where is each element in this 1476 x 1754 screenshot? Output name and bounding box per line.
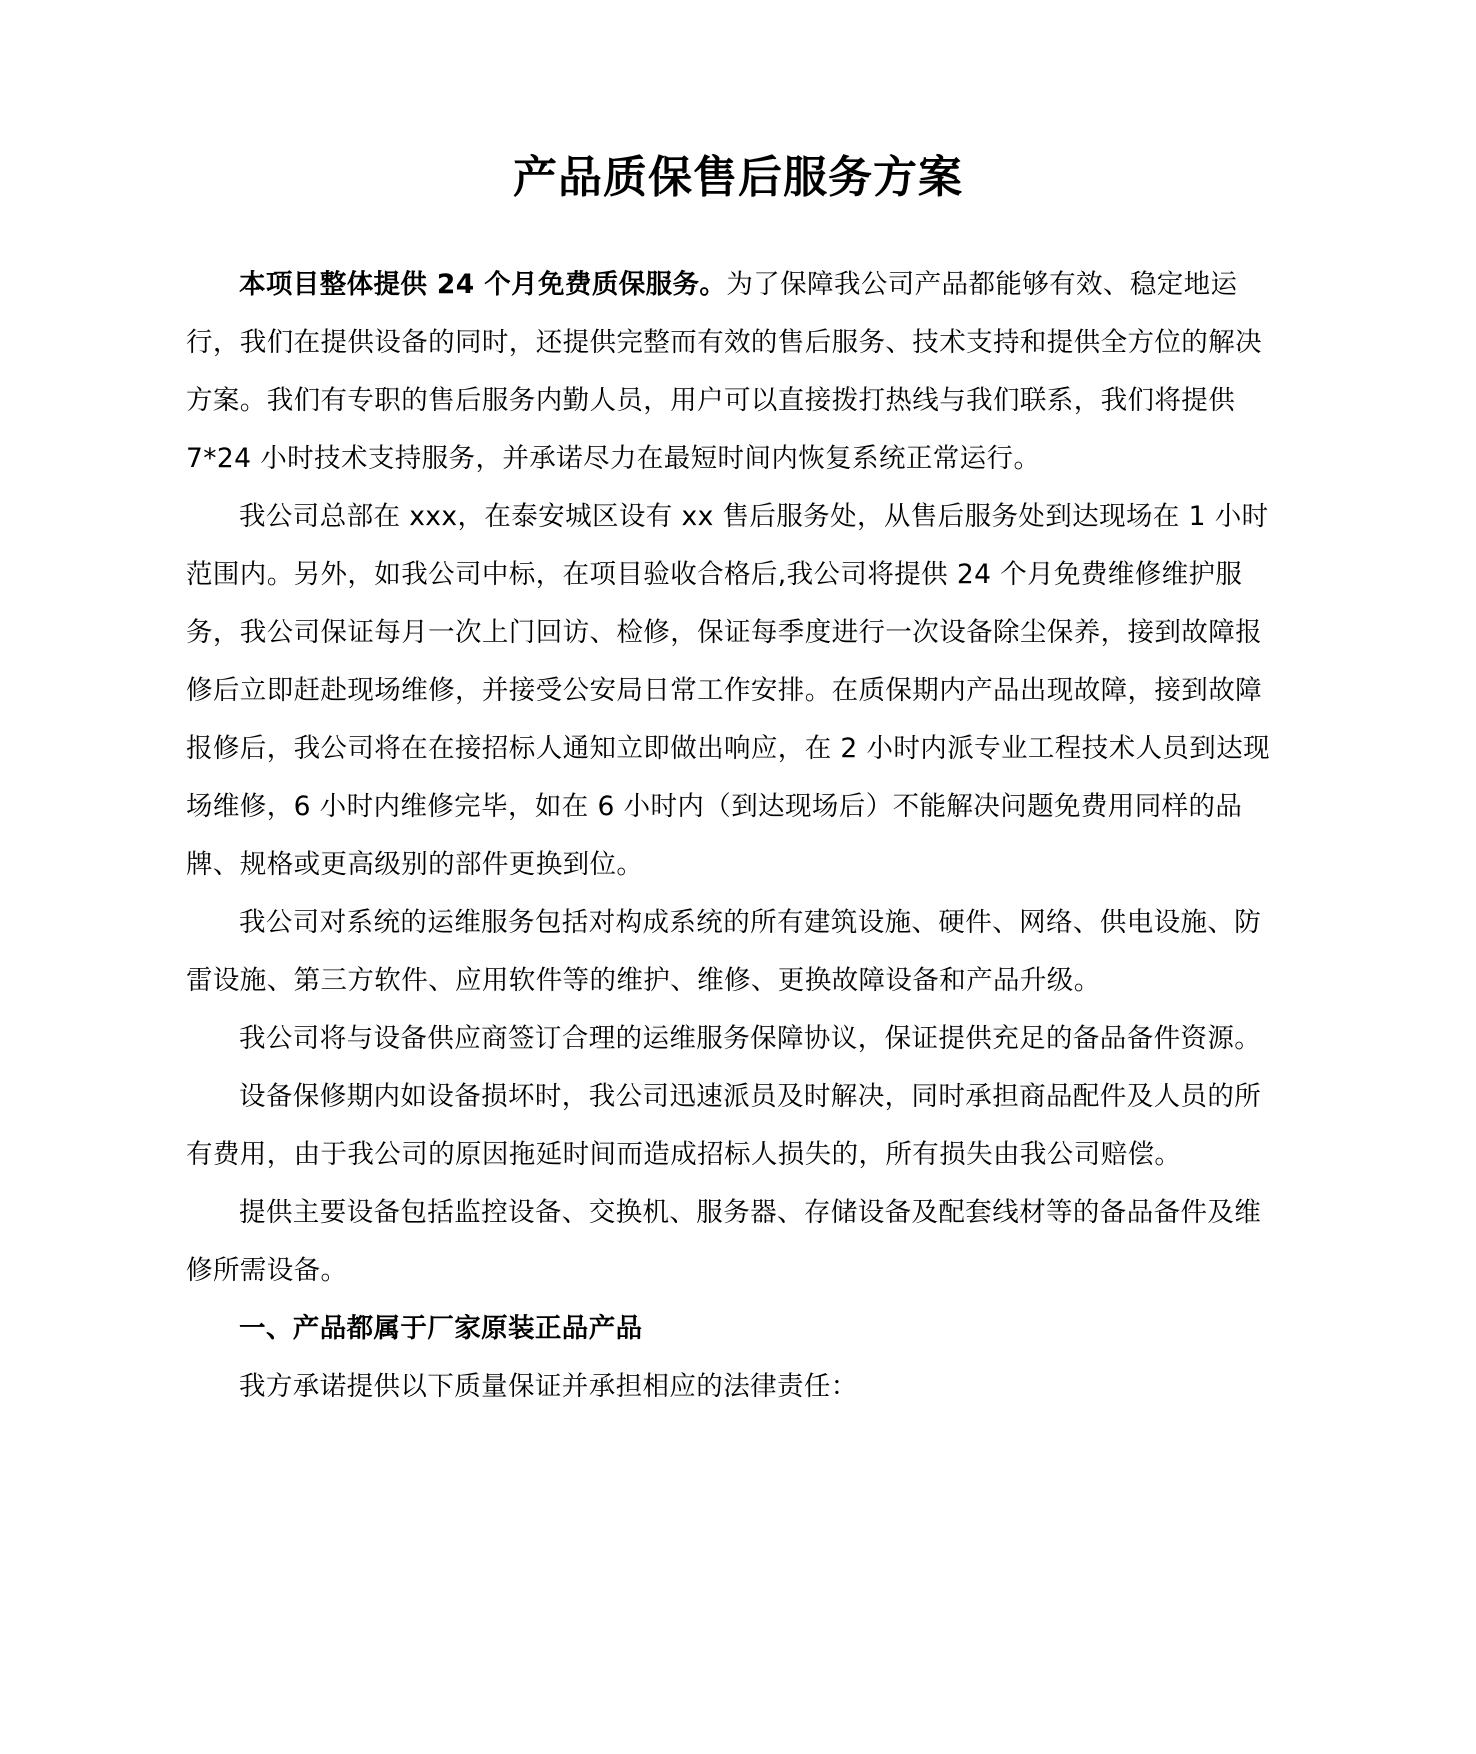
closing-paragraph: 我方承诺提供以下质量保证并承担相应的法律责任： bbox=[239, 1371, 858, 1402]
section-heading: 一、产品都属于厂家原装正品产品 bbox=[239, 1313, 643, 1344]
paragraph-1-lead: 本项目整体提供 24 个月免费质保服务。 bbox=[239, 269, 727, 300]
paragraph-2: 我公司总部在 xxx，在泰安城区设有 xx 售后服务处，从售后服务处到达现场在 1 小时范围内。另外，如我公司中标，在项目验收合格后,我公司将提供 24 个月免费维修维护服务，我公司保证每月一次上门回访、检修，保证每季度进行一次设备除尘保养，接到故障报修后立即赶赴现场维修，并接受公安局日常工作安排。在质保期内产品出现故障，接到故障报修后，我公司将在在接招标人通知立即做出响应，在 2 小时内派专业工程技术人员到达现场维修，6 小时内维修完毕，如在 6 小时内（到达现场后）不能解决问题免费用同样的品牌、规格或更高级别的部件更换到位。 bbox=[186, 501, 1271, 880]
document-body bbox=[186, 256, 1282, 1416]
paragraph-1 bbox=[186, 256, 1282, 488]
document-title: 产品质保售后服务方案 bbox=[513, 152, 963, 203]
paragraph-3: 我公司对系统的运维服务包括对构成系统的所有建筑设施、硬件、网络、供电设施、防雷设施、第三方软件、应用软件等的维护、维修、更换故障设备和产品升级。 bbox=[186, 907, 1262, 996]
paragraph-1-text: 为了保障我公司产品都能够有效、稳定地运行，我们在提供设备的同时，还提供完整而有效的售后服务、技术支持和提供全方位的解决方案。我们有专职的售后服务内勤人员，用户可以直接拨打热线与我们联系，我们将提供 7*24 小时技术支持服务，并承诺尽力在最短时间内恢复系统正常运行。 bbox=[186, 269, 1262, 474]
paragraph-5: 设备保修期内如设备损坏时，我公司迅速派员及时解决，同时承担商品配件及人员的所有费用，由于我公司的原因拖延时间而造成招标人损失的，所有损失由我公司赔偿。 bbox=[186, 1081, 1262, 1170]
paragraph-6: 提供主要设备包括监控设备、交换机、服务器、存储设备及配套线材等的备品备件及维修所需设备。 bbox=[186, 1197, 1262, 1286]
paragraph-4: 我公司将与设备供应商签订合理的运维服务保障协议，保证提供充足的备品备件资源。 bbox=[239, 1023, 1262, 1054]
